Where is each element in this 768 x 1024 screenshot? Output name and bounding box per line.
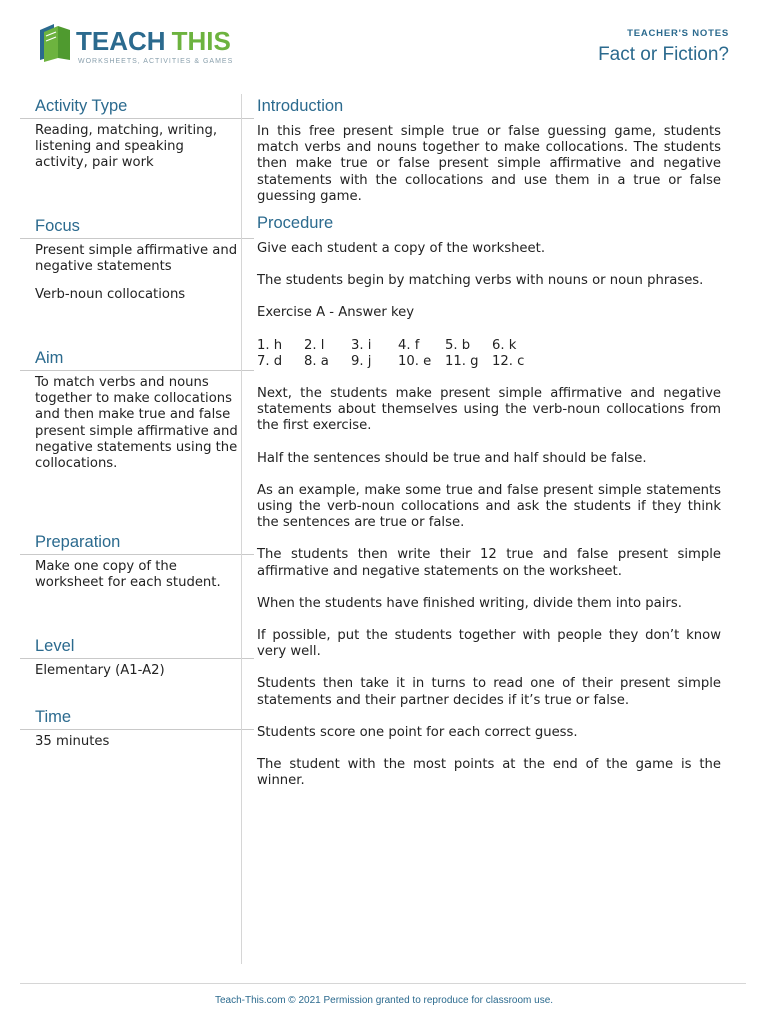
activity-type-text: Reading, matching, writing, listening and speaking activity, pair work: [35, 123, 218, 171]
aim-section: [20, 346, 254, 484]
answer-item: 1. h: [257, 337, 283, 353]
answer-item: 5. b: [445, 337, 471, 353]
answer-item: 7. d: [257, 353, 283, 369]
preparation-heading: Preparation: [20, 530, 254, 555]
procedure-paragraph: The students begin by matching verbs with nouns or noun phrases.: [257, 273, 704, 289]
answer-item: 8. a: [304, 353, 329, 369]
aim-text: To match verbs and nouns together to make collocations and then make true and false present simple affirmative and negative statements using the collocations.: [35, 375, 238, 472]
level-heading: Level: [20, 634, 254, 659]
aim-heading: Aim: [20, 346, 254, 371]
book-icon: [36, 22, 76, 62]
introduction-text: In this free present simple true or false guessing game, students match verbs and nouns together to make collocations. The students then make true or false present simple affirmative and negative statements with the collocations and use them in a true or false guessing game.: [257, 124, 721, 204]
procedure-paragraph: Half the sentences should be true and half should be false.: [257, 450, 647, 466]
teach-this-logo[interactable]: [36, 22, 236, 72]
procedure-paragraph: Students score one point for each correct guess.: [257, 724, 578, 740]
answer-key-label: Exercise A - Answer key: [257, 305, 415, 321]
procedure-paragraph: Give each student a copy of the worksheet.: [257, 241, 546, 257]
procedure-paragraph: If possible, put the students together with people they don’t know very well.: [257, 628, 721, 660]
level-text: Elementary (A1-A2): [35, 663, 165, 678]
procedure-paragraph: As an example, make some true and false present simple statements using the verb-noun collocations and ask the students if they think the sentences are true or false.: [257, 482, 721, 531]
answer-row: [257, 354, 721, 370]
answer-item: 3. i: [351, 337, 372, 353]
procedure-paragraph: Students then take it in turns to read one of their present simple statements and their partner decides if it’s true or false.: [257, 676, 721, 708]
procedure-heading: Procedure: [257, 214, 334, 233]
answer-item: 9. j: [351, 353, 372, 369]
answer-item: 11. g: [445, 353, 479, 369]
answer-key: [257, 338, 721, 370]
logo-tagline: WORKSHEETS, ACTIVITIES & GAMES: [78, 58, 234, 65]
procedure-paragraph: When the students have finished writing, divide them into pairs.: [257, 595, 682, 611]
time-text: 35 minutes: [35, 734, 110, 749]
page-header: [0, 0, 768, 80]
procedure-paragraph: Next, the students make present simple affirmative and negative statements about themselves using the verb-noun collocations from the first exercise.: [257, 386, 721, 434]
answer-item: 10. e: [398, 353, 432, 369]
introduction-heading: Introduction: [257, 97, 344, 115]
focus-section: [20, 214, 254, 316]
logo-wordmark: TEACH THIS: [76, 26, 231, 56]
procedure-paragraph: The students then write their 12 true and false present simple affirmative and negative statements on the worksheet.: [257, 547, 721, 579]
focus-item: Verb-noun collocations: [35, 287, 186, 303]
activity-type-heading: Activity Type: [20, 94, 254, 119]
footer-copyright: Teach-This.com © 2021 Permission granted to reproduce for classroom use.: [214, 995, 554, 1006]
answer-row: [257, 338, 721, 354]
answer-item: 12. c: [492, 353, 525, 369]
column-divider: [241, 94, 242, 964]
notes-label: TEACHER'S NOTES: [627, 28, 729, 39]
footer-divider: [20, 983, 746, 984]
answer-item: 4. f: [398, 337, 420, 353]
activity-type-section: [20, 94, 254, 184]
procedure-paragraph: The student with the most points at the end of the game is the winner.: [257, 757, 721, 789]
preparation-text: Make one copy of the worksheet for each student.: [35, 559, 221, 591]
answer-item: 2. l: [304, 337, 325, 353]
focus-heading: Focus: [20, 214, 254, 239]
main-content: [257, 94, 721, 805]
page-title: Fact or Fiction?: [598, 44, 729, 65]
preparation-section: [20, 530, 254, 603]
focus-item: Present simple affirmative and negative statements: [35, 243, 238, 275]
time-heading: Time: [20, 705, 254, 730]
answer-item: 6. k: [492, 337, 517, 353]
level-section: [20, 634, 254, 691]
time-section: [20, 705, 254, 762]
